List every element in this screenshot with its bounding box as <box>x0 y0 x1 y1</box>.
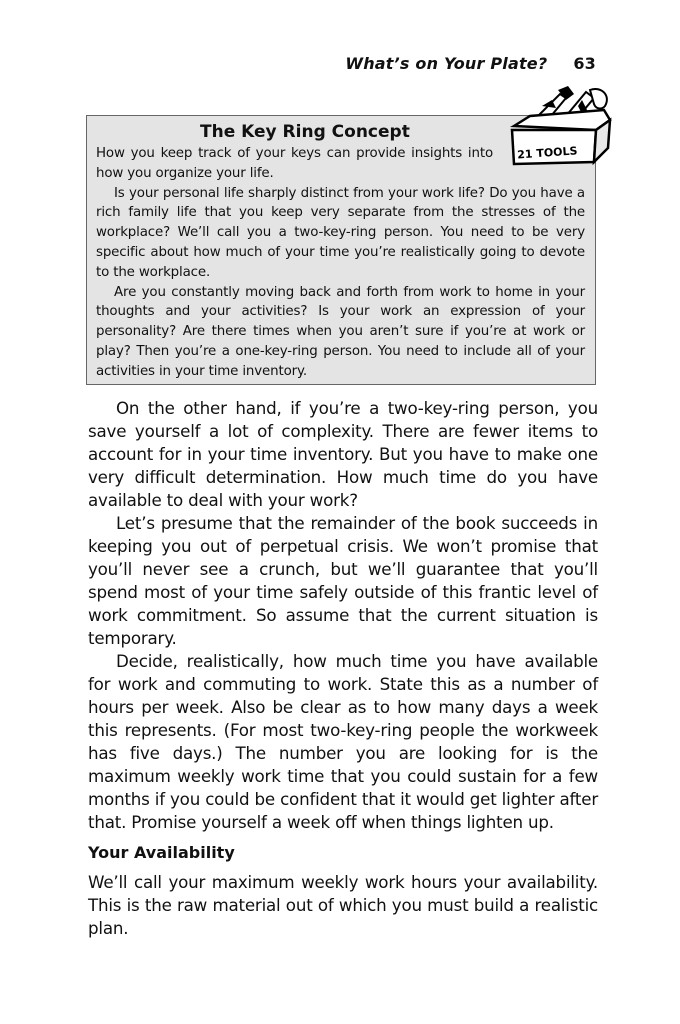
sidebar-paragraph: Are you constantly moving back and forth from work to home in your thoughts and your activities? Is your work an expression of your personality? Are there times when you aren’t sure if you’re at work or play? Then you’re a one-key-ring person. You need to include all of your activities in your time inventory. <box>96 284 585 379</box>
body-paragraph: Decide, realistically, how much time you have available for work and commuting to work. State this as a number of hours per week. Also be clear as to how many days a week this represents. (For most two-key-ring people the workweek has five days.) The number you are looking for is the maximum weekly work time that you could sustain for a few months if you could be confident that it would get lighter after that. Promise yourself a week off when things lighten up. <box>88 651 598 832</box>
sidebar-title: The Key Ring Concept <box>200 122 410 142</box>
chapter-title: What’s on Your Plate? <box>345 54 548 73</box>
page-number: 63 <box>573 54 596 73</box>
body-paragraph: Let’s presume that the remainder of the book succeeds in keeping you out of perpetual crisis. We won’t promise that you’ll never see a crunch, but we’ll guarantee that you’ll spend most of your time safely outside of this frantic level of work commitment. So assume that the current situation is temporary. <box>88 513 598 648</box>
sidebar-paragraph: How you keep track of your keys can provide insights into how you organize your life. <box>96 146 493 181</box>
body-paragraph: We’ll call your maximum weekly work hours your availability. This is the raw material out of which you must build a realistic plan. <box>88 872 598 938</box>
sidebar-paragraph: Is your personal life sharply distinct from your work life? Do you have a rich family life that you keep very separate from the stresses of the workplace? We’ll call you a two-key-ring person. You need to be very specific about how much of your time you’re realistically going to devote to the workplace. <box>96 185 585 280</box>
toolbox-label: 21 TOOLS <box>516 144 578 162</box>
body-paragraph: On the other hand, if you’re a two-key-ring person, you save yourself a lot of complexity. There are fewer items to account for in your time inventory. But you have to make one very difficult determination. How much time do you have available to deal with your work? <box>88 398 598 510</box>
body-text <box>88 397 598 940</box>
toolbox-icon <box>508 86 616 168</box>
section-heading: Your Availability <box>88 843 235 862</box>
running-head <box>345 54 596 73</box>
